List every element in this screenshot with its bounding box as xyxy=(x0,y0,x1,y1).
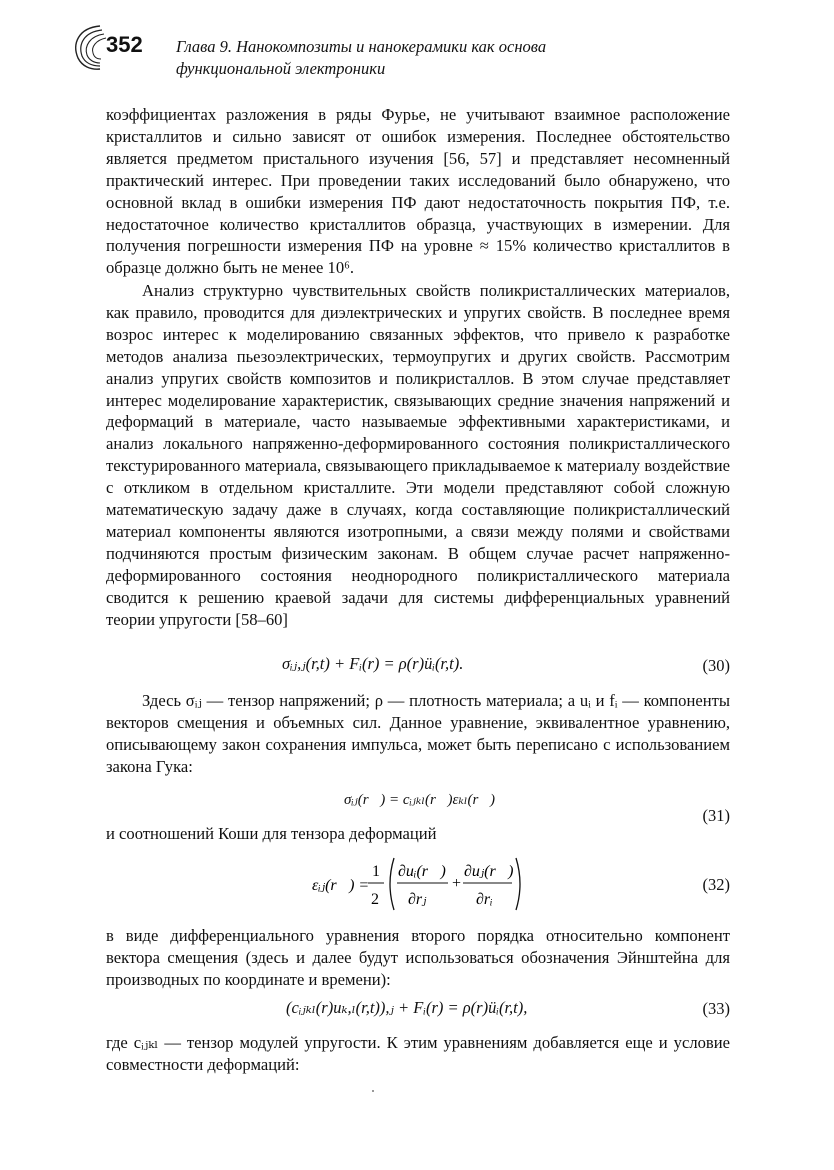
equation-32 xyxy=(300,852,540,916)
equation-30: σᵢⱼ,ⱼ(r,t) + Fᵢ(r) = ρ(r)üᵢ(r,t). xyxy=(282,654,464,673)
paragraph-5: в виде дифференциального уравнения второго порядка относительно компонент вектора смещения (здесь и далее будут использоваться обозначения Эйнштейна для производных по координате и времени): xyxy=(106,926,730,989)
paragraph-1: коэффициентах разложения в ряды Фурье, не учитывают взаимное расположение кристаллитов и сильно зависят от ошибок измерения. Последнее обстоятельство является предметом пристального изучения [56, 57] и представляет несомненный практический интерес. При проведении таких исследований было обнаружено, что основной вклад в ошибки измерения ПФ дают недостаточность покрытия ПФ, т.е. недостаточное количество кристаллитов образца, участвующих в измерении. Для получения погрешности измерения ПФ на уровне ≈ 15% количество кристаллитов в образце должно быть не менее 10⁶. xyxy=(106,105,730,278)
scan-speck xyxy=(372,1090,374,1092)
eq32-left-paren xyxy=(390,858,394,910)
equation-31: σᵢⱼ(r⃗) = cᵢⱼₖₗ(r⃗)εₖₗ(r⃗) xyxy=(344,792,495,808)
eq32-right-paren xyxy=(516,858,520,910)
equation-33: (cᵢⱼₖₗ(r)uₖ,ₗ(r,t)),ⱼ + Fᵢ(r) = ρ(r)üᵢ(r,t), xyxy=(286,998,528,1017)
eq32-term2-numerator: ∂uⱼ(r⃗) xyxy=(464,863,514,880)
paragraph-4: и соотношений Коши для тензора деформаций xyxy=(106,824,437,843)
running-header-line1: Глава 9. Нанокомпозиты и нанокерамики как основа xyxy=(176,37,547,56)
equation-33-number: (33) xyxy=(702,999,730,1018)
paragraph-3: Здесь σᵢⱼ — тензор напряжений; ρ — плотность материала; а uᵢ и fᵢ — компоненты векторов смещения и объемных сил. Данное уравнение, эквивалентное уравнению, описывающему закон сохранения импульса, может быть переписано с использованием закона Гука: xyxy=(106,691,730,776)
eq32-term2-denominator: ∂rᵢ xyxy=(476,891,493,908)
running-header xyxy=(176,36,636,80)
paragraph-2: Анализ структурно чувствительных свойств поликристаллических материалов, как правило, проводится для диэлектрических и упругих свойств. В последнее время возрос интерес к моделированию связанных эффектов, что привело к разработке методов анализа пьезоэлектрических, термоупругих и других свойств. Рассмотрим анализ упругих свойств композитов и поликристаллов. В этом случае представляет интерес моделирование характеристик, связывающих средние значения напряжений и деформаций в материале, часто называемые эффективными характеристиками, и анализ локального напряженно-деформированного состояния поликристаллического текстурированного материала, связывающего прикладываемое к материалу воздействие с откликом в отдельном кристаллите. Эти модели представляют собой сложную математическую задачу даже в случаях, когда составляющие поликристаллический материал компоненты являются изотропными, а связи между полями и свойствами подчиняются простым физическим законам. В общем случае расчет напряженно-деформированного состояния неоднородного поликристаллического материала сводится к решению краевой задачи для системы дифференциальных уравнений теории упругости [58–60] xyxy=(106,281,730,629)
eq32-plus: + xyxy=(452,875,462,892)
eq32-half-denominator: 2 xyxy=(371,891,379,908)
running-header-line2: функциональной электроники xyxy=(176,59,386,78)
eq32-half-numerator: 1 xyxy=(372,863,380,880)
eq32-term1-numerator: ∂uᵢ(r⃗) xyxy=(398,863,446,880)
page-number: 352 xyxy=(106,32,143,57)
equation-30-number: (30) xyxy=(702,656,730,675)
equation-31-number: (31) xyxy=(702,806,730,825)
eq32-term1-denominator: ∂rⱼ xyxy=(408,891,427,908)
paragraph-6: где cᵢⱼₖₗ — тензор модулей упругости. К этим уравнениям добавляется еще и условие совместности деформаций: xyxy=(106,1033,730,1074)
eq32-lhs: εᵢⱼ(r⃗) = xyxy=(312,877,370,894)
equation-32-number: (32) xyxy=(702,875,730,894)
